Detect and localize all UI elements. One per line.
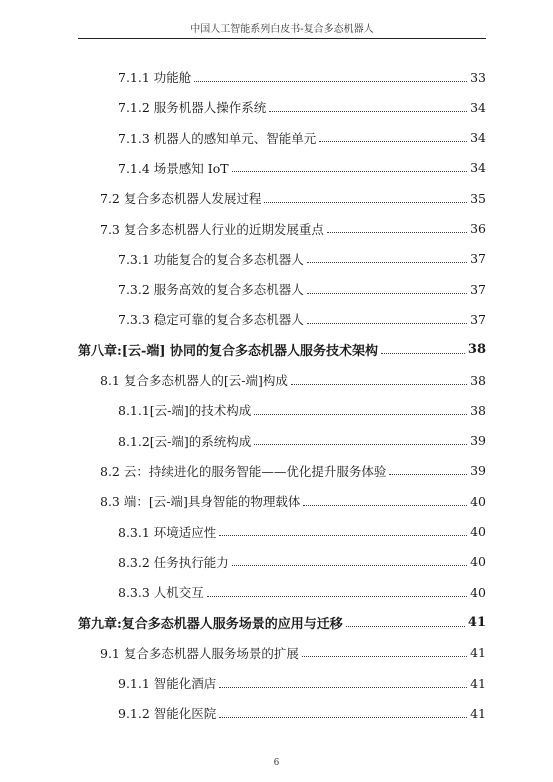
toc-entry[interactable] <box>118 278 486 300</box>
toc-entry[interactable] <box>78 611 486 633</box>
toc-leader-dots <box>319 141 467 142</box>
toc-entry[interactable] <box>118 308 486 330</box>
toc-leader-dots <box>207 596 467 597</box>
toc-entry[interactable] <box>100 369 486 391</box>
toc-entry-page: 37 <box>470 251 486 267</box>
toc-entry-page: 40 <box>470 524 486 539</box>
toc-entry-page: 40 <box>470 493 486 509</box>
page-number: 6 <box>273 758 280 768</box>
toc-entry-label: 8.1.2[云-端]的系统构成 <box>118 433 252 449</box>
toc-entry-label: 8.3.3 人机交互 <box>118 585 204 601</box>
toc-leader-dots <box>291 384 467 385</box>
toc-leader-dots <box>219 717 467 718</box>
toc-entry[interactable] <box>100 218 486 240</box>
toc-leader-dots <box>232 171 468 172</box>
toc-entry[interactable] <box>100 187 486 209</box>
toc-entry[interactable] <box>118 96 486 118</box>
toc-entry-label: 7.1.3 机器人的感知单元、智能单元 <box>118 130 317 146</box>
toc-entry-page: 41 <box>470 675 486 691</box>
toc-entry-label: 8.3.1 环境适应性 <box>118 524 217 540</box>
toc-leader-dots <box>303 505 467 506</box>
toc-entry[interactable] <box>100 460 486 482</box>
toc-entry[interactable] <box>118 157 486 179</box>
toc-entry-label: 9.1 复合多态机器人服务场景的扩展 <box>100 645 299 661</box>
toc-leader-dots <box>194 81 467 82</box>
toc-entry[interactable] <box>118 581 486 603</box>
toc-leader-dots <box>264 202 467 203</box>
toc-leader-dots <box>269 111 467 112</box>
toc-leader-dots <box>327 232 467 233</box>
toc-entry[interactable] <box>118 430 486 452</box>
toc-entry-page: 34 <box>470 160 486 176</box>
toc-entry-page: 36 <box>470 221 486 236</box>
toc-entry-page: 41 <box>470 645 486 661</box>
toc-entry-page: 38 <box>470 372 486 388</box>
toc-entry-page: 34 <box>470 99 486 115</box>
toc-entry-label: 9.1.1 智能化酒店 <box>118 676 217 691</box>
toc-leader-dots <box>219 687 467 688</box>
toc-entry-page: 39 <box>470 463 486 479</box>
toc-entry-label: 第九章:复合多态机器人服务场景的应用与迁移 <box>78 616 343 632</box>
toc-entry-page: 40 <box>470 554 486 570</box>
toc-leader-dots <box>254 414 467 415</box>
toc-entry-label: 8.3 端：[云-端]具身智能的物理载体 <box>100 494 301 510</box>
toc-entry-page: 35 <box>470 190 486 206</box>
toc-entry[interactable] <box>118 521 486 543</box>
toc-entry-label: 9.1.2 智能化医院 <box>118 706 217 722</box>
toc-leader-dots <box>232 565 467 566</box>
toc-entry-label: 7.1.1 功能舱 <box>118 70 192 85</box>
toc-entry-page: 38 <box>467 342 486 358</box>
toc-entry[interactable] <box>118 66 486 88</box>
toc-entry[interactable] <box>118 702 486 724</box>
toc-entry-page: 40 <box>470 584 486 600</box>
toc-entry-label: 第八章:[云-端] 协同的复合多态机器人服务技术架构 <box>78 344 379 360</box>
toc-entry[interactable] <box>100 490 486 512</box>
toc-leader-dots <box>307 262 467 263</box>
toc-entry-page: 37 <box>470 281 486 297</box>
toc-entry-page: 41 <box>467 614 486 630</box>
header-rule <box>78 38 486 39</box>
toc-entry[interactable] <box>118 551 486 573</box>
toc-leader-dots <box>219 535 467 536</box>
toc-entry[interactable] <box>118 127 486 149</box>
toc-entry-label: 7.3.1 功能复合的复合多态机器人 <box>118 251 304 267</box>
toc-entry-label: 7.3.2 服务高效的复合多态机器人 <box>118 282 304 298</box>
toc-entry[interactable] <box>118 399 486 421</box>
toc-entry-label: 7.3 复合多态机器人行业的近期发展重点 <box>100 221 324 237</box>
toc-entry-label: 7.1.2 服务机器人操作系统 <box>118 100 267 116</box>
toc-entry[interactable] <box>118 248 486 270</box>
toc-leader-dots <box>254 444 467 445</box>
toc-entry[interactable] <box>118 672 486 694</box>
toc-entry-page: 38 <box>470 402 486 418</box>
toc-entry-label: 8.2 云：持续进化的服务智能——优化提升服务体验 <box>100 463 387 479</box>
toc-entry-label: 7.2 复合多态机器人发展过程 <box>100 191 262 207</box>
toc-leader-dots <box>302 656 467 657</box>
toc-entry-label: 7.3.3 稳定可靠的复合多态机器人 <box>118 312 304 328</box>
toc-leader-dots <box>381 353 465 354</box>
toc-leader-dots <box>389 474 467 475</box>
toc-leader-dots <box>307 323 467 324</box>
toc-leader-dots <box>307 293 467 294</box>
toc-leader-dots <box>346 626 465 627</box>
toc-entry-page: 41 <box>470 705 486 721</box>
toc-entry-label: 7.1.4 场景感知 IoT <box>118 160 229 176</box>
toc-entry-label: 8.3.2 任务执行能力 <box>118 554 229 570</box>
toc-entry[interactable] <box>100 642 486 664</box>
toc-entry-label: 8.1 复合多态机器人的[云-端]构成 <box>100 373 288 388</box>
toc-entry-label: 8.1.1[云-端]的技术构成 <box>118 403 252 419</box>
running-header: 中国人工智能系列白皮书-复合多态机器人 <box>190 24 374 35</box>
toc-entry-page: 34 <box>470 130 486 146</box>
toc-entry-page: 33 <box>470 69 486 85</box>
toc-entry-page: 39 <box>470 433 486 449</box>
toc-entry-page: 37 <box>470 311 486 327</box>
toc-entry[interactable] <box>78 339 486 361</box>
